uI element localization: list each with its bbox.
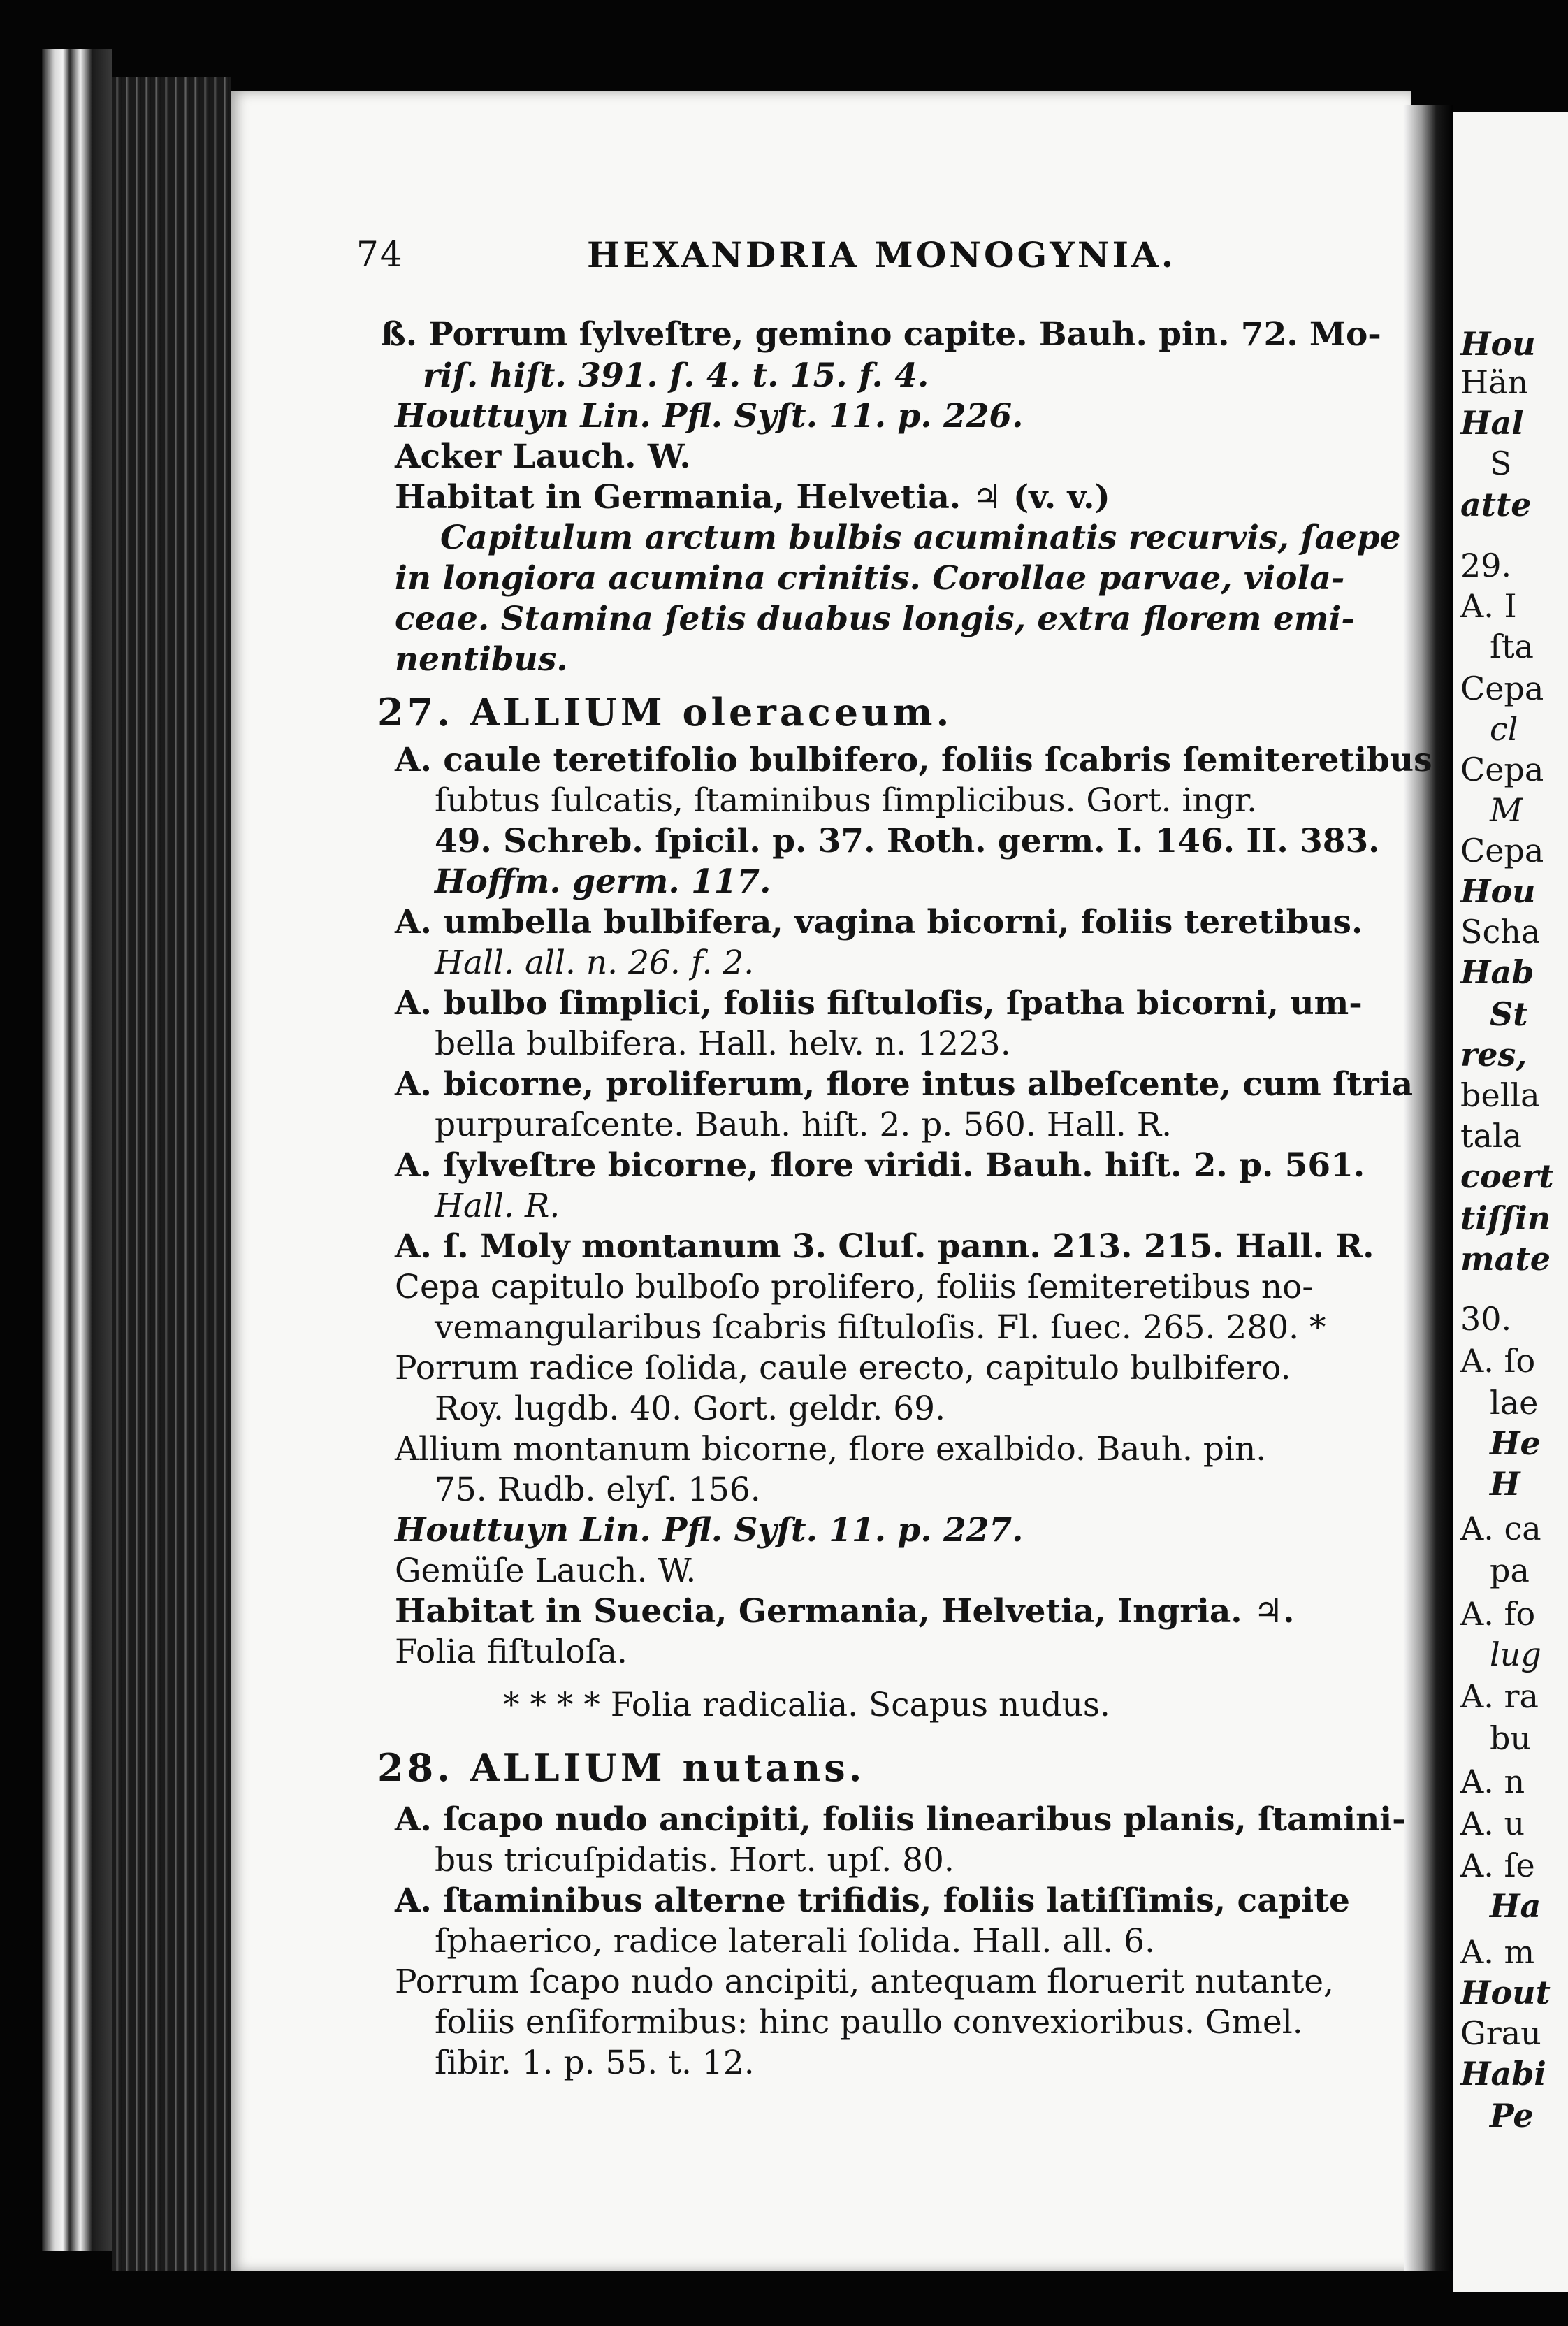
right-page bbox=[1453, 112, 1568, 2292]
text-line: nentibus. bbox=[395, 640, 568, 679]
text-line: Capitulum arctum bulbis acuminatis recurvis, ſaepe bbox=[440, 519, 1401, 557]
text-line: purpuraſcente. Bauh. hiſt. 2. p. 560. Hall. R. bbox=[435, 1106, 1173, 1144]
right-page-line: A. ra bbox=[1460, 1677, 1539, 1715]
text-line: A. ſylveſtre bicorne, flore viridi. Bauh. hiſt. 2. p. 561. bbox=[395, 1146, 1365, 1185]
text-line: Porrum ſcapo nudo ancipiti, antequam floruerit nutante, bbox=[395, 1963, 1334, 2001]
text-line: vemangularibus ſcabris fiſtuloſis. Fl. ſuec. 265. 280. * bbox=[435, 1308, 1326, 1347]
right-page-line: Hou bbox=[1460, 325, 1536, 363]
right-page-line: A. u bbox=[1460, 1805, 1525, 1842]
right-page-line: He bbox=[1490, 1424, 1541, 1462]
text-line: Acker Lauch. W. bbox=[395, 438, 691, 476]
text-line: Gemüſe Lauch. W. bbox=[395, 1552, 697, 1590]
right-page-line: A. ca bbox=[1460, 1510, 1541, 1547]
text-line: 75. Rudb. elyſ. 156. bbox=[435, 1471, 761, 1509]
right-page-line: St bbox=[1490, 995, 1528, 1033]
right-page-line: Hou bbox=[1460, 872, 1536, 910]
text-line: ß. Porrum ſylveſtre, gemino capite. Bauh. pin. 72. Mo- bbox=[381, 315, 1381, 354]
text-line: Allium montanum bicorne, flore exalbido. Bauh. pin. bbox=[395, 1430, 1267, 1468]
running-head-title: HEXANDRIA MONOGYNIA. bbox=[587, 234, 1177, 275]
text-line: ceae. Stamina ſetis duabus longis, extra florem emi- bbox=[395, 600, 1355, 638]
right-page-line: S bbox=[1490, 445, 1512, 482]
right-page-line: Grau bbox=[1460, 2014, 1541, 2052]
right-page-line: pa bbox=[1490, 1552, 1530, 1589]
species-heading: 28. ALLIUM nutans. bbox=[377, 1745, 866, 1790]
text-line: Houttuyn Lin. Pfl. Syſt. 11. p. 226. bbox=[395, 397, 1024, 435]
text-line: Hall. all. n. 26. f. 2. bbox=[435, 944, 755, 982]
text-line: A. bicorne, proliferum, flore intus albeſcente, cum ſtria bbox=[395, 1065, 1414, 1104]
text-line: A. ſ. Moly montanum 3. Cluſ. pann. 213. 215. Hall. R. bbox=[395, 1227, 1374, 1266]
right-page-line: Hout bbox=[1460, 1974, 1551, 2011]
section-heading: * * * * Folia radicalia. Scapus nudus. bbox=[503, 1686, 1110, 1724]
text-line: 49. Schreb. ſpicil. p. 37. Roth. germ. I. 146. II. 383. bbox=[435, 822, 1380, 860]
right-page-line: mate bbox=[1460, 1240, 1551, 1278]
text-line: foliis enſiformibus: hinc paullo convexioribus. Gmel. bbox=[435, 2003, 1303, 2042]
book-page-stack bbox=[112, 77, 231, 2271]
right-page-line: A. ſo bbox=[1460, 1342, 1536, 1380]
text-line: in longiora acumina crinitis. Corollae parvae, viola- bbox=[395, 559, 1345, 598]
right-page-line: coert bbox=[1460, 1157, 1554, 1195]
text-line: Habitat in Suecia, Germania, Helvetia, Ingria. ♃. bbox=[395, 1592, 1295, 1631]
text-line: Hall. R. bbox=[435, 1187, 560, 1225]
right-page-line: Hab bbox=[1460, 953, 1534, 991]
book-gutter bbox=[1404, 105, 1453, 2271]
right-page-line: bu bbox=[1490, 1719, 1532, 1757]
text-line: A. bulbo ſimplici, foliis fiſtuloſis, ſpatha bicorni, um- bbox=[395, 984, 1363, 1023]
text-line: A. ſtaminibus alterne trifidis, foliis latiſſimis, capite bbox=[395, 1881, 1350, 1920]
text-line: Roy. lugdb. 40. Gort. geldr. 69. bbox=[435, 1389, 946, 1428]
right-page-line: 30. bbox=[1460, 1300, 1512, 1338]
text-line: Cepa capitulo bulboſo prolifero, foliis ſemiteretibus no- bbox=[395, 1268, 1314, 1306]
text-line: ſphaerico, radice laterali ſolida. Hall. all. 6. bbox=[435, 1922, 1156, 1960]
right-page-line: Cepa bbox=[1460, 670, 1544, 707]
right-page-line: A. m bbox=[1460, 1933, 1535, 1971]
right-page-line: tiſſin bbox=[1460, 1199, 1551, 1237]
right-page-line: cl bbox=[1490, 710, 1518, 748]
right-page-line: H bbox=[1490, 1465, 1520, 1503]
right-page-line: atte bbox=[1460, 486, 1532, 523]
species-heading: 27. ALLIUM oleraceum. bbox=[377, 690, 953, 735]
right-page-line: Pe bbox=[1490, 2097, 1534, 2134]
right-page-line: ſta bbox=[1490, 628, 1534, 665]
text-line: Folia fiſtuloſa. bbox=[395, 1633, 627, 1671]
text-line: bus tricuſpidatis. Hort. upſ. 80. bbox=[435, 1841, 954, 1879]
right-page-line: A. fo bbox=[1460, 1595, 1536, 1633]
right-page-line: 29. bbox=[1460, 547, 1512, 584]
right-page-line: bella bbox=[1460, 1076, 1540, 1114]
right-page-line: Cepa bbox=[1460, 832, 1544, 869]
right-page-line: Hal bbox=[1460, 404, 1524, 442]
text-line: riſ. hiſt. 391. ſ. 4. t. 15. f. 4. bbox=[423, 356, 929, 395]
text-line: Houttuyn Lin. Pfl. Syſt. 11. p. 227. bbox=[395, 1511, 1024, 1550]
text-line: Porrum radice ſolida, caule erecto, capitulo bulbifero. bbox=[395, 1349, 1291, 1387]
right-page-line: A. ſe bbox=[1460, 1847, 1535, 1884]
right-page-line: M bbox=[1490, 791, 1523, 829]
text-line: A. umbella bulbifera, vagina bicorni, foliis teretibus. bbox=[395, 903, 1363, 941]
text-line: A. ſcapo nudo ancipiti, foliis linearibus planis, ſtamini- bbox=[395, 1800, 1406, 1839]
right-page-line: A. I bbox=[1460, 587, 1517, 625]
right-page-line: Habi bbox=[1460, 2055, 1546, 2093]
book-edge-left bbox=[42, 49, 112, 2251]
right-page-line: Ha bbox=[1490, 1887, 1541, 1925]
text-line: Habitat in Germania, Helvetia. ♃ (v. v.) bbox=[395, 478, 1110, 517]
right-page-line: Hän bbox=[1460, 363, 1529, 401]
page-number: 74 bbox=[356, 234, 404, 275]
text-line: A. caule teretifolio bulbifero, foliis ſcabris ſemiteretibus bbox=[395, 741, 1432, 779]
text-line: ſibir. 1. p. 55. t. 12. bbox=[435, 2044, 755, 2082]
right-page-line: tala bbox=[1460, 1117, 1523, 1155]
right-page-line: Scha bbox=[1460, 913, 1541, 951]
right-page-line: lae bbox=[1490, 1384, 1539, 1422]
text-line: ſubtus ſulcatis, ſtaminibus ſimplicibus. Gort. ingr. bbox=[435, 781, 1258, 820]
right-page-line: A. n bbox=[1460, 1763, 1525, 1800]
text-line: bella bulbifera. Hall. helv. n. 1223. bbox=[435, 1025, 1011, 1063]
text-line: Hoffm. germ. 117. bbox=[435, 862, 771, 901]
right-page-line: res, bbox=[1460, 1036, 1527, 1074]
right-page-line: lug bbox=[1490, 1635, 1541, 1673]
right-page-line: Cepa bbox=[1460, 751, 1544, 788]
